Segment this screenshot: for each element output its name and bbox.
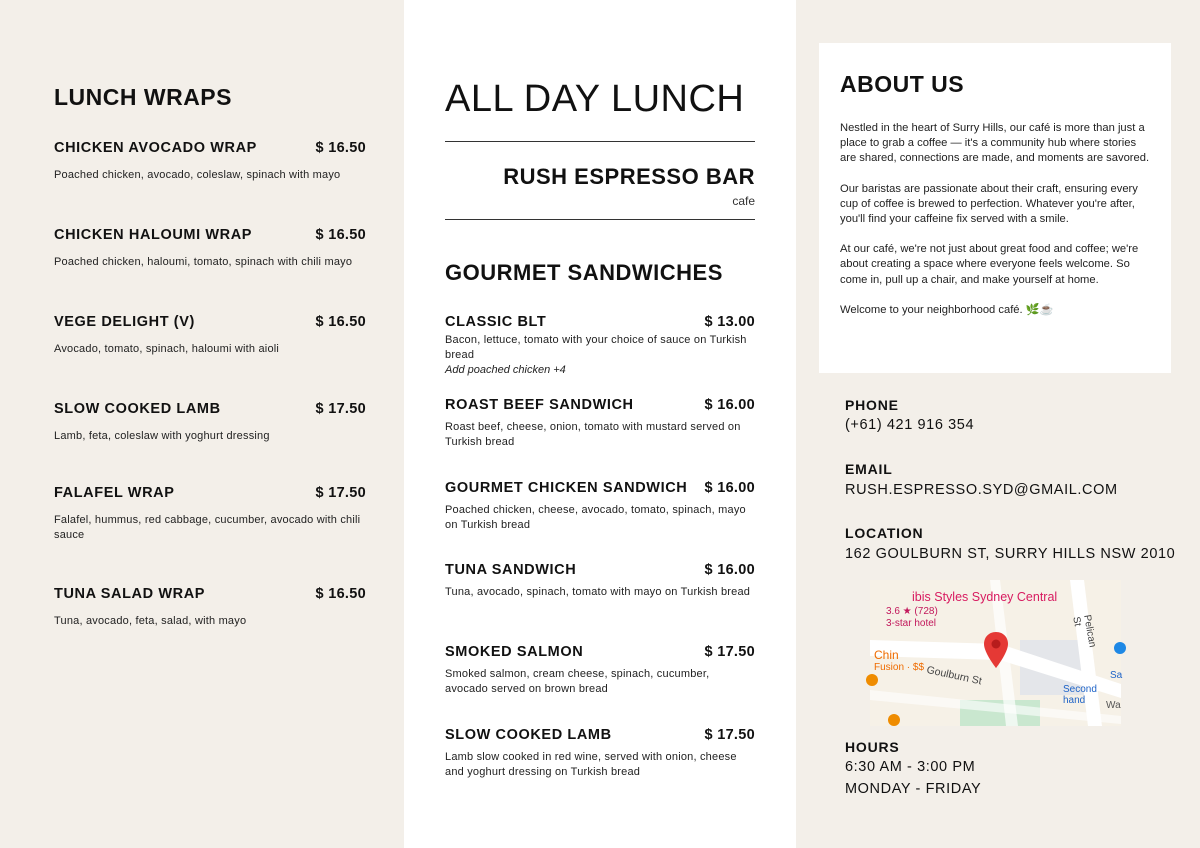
map-partial-label2: Wa: [1106, 700, 1121, 711]
menu-item: [445, 314, 755, 378]
business-name: RUSH ESPRESSO BAR: [503, 164, 755, 189]
item-price: $ 17.50: [704, 644, 755, 660]
item-description: Poached chicken, cheese, avocado, tomato, spinach, mayo on Turkish bread: [445, 504, 746, 531]
divider: [445, 141, 755, 142]
item-name: CHICKEN HALOUMI WRAP: [54, 227, 253, 243]
map-hotel-type: 3-star hotel: [886, 618, 937, 629]
menu-item: [445, 480, 755, 533]
item-price: $ 16.50: [315, 140, 366, 156]
about-paragraph: Nestled in the heart of Surry Hills, our café is more than just a place to grab a coffee — it's a community hub where stories are shared, connections are made, and moments are savored.: [840, 122, 1150, 165]
item-price: $ 17.50: [315, 485, 366, 501]
restaurant-marker-icon: [866, 674, 878, 686]
item-name: SLOW COOKED LAMB: [445, 727, 612, 743]
map-partial-label: Sa: [1110, 670, 1123, 681]
location-label: LOCATION: [845, 525, 924, 541]
item-description: Poached chicken, haloumi, tomato, spinach with chili mayo: [54, 256, 353, 268]
item-price: $ 16.50: [315, 586, 366, 602]
item-description: Roast beef, cheese, onion, tomato with mustard served on Turkish bread: [445, 421, 741, 448]
about-paragraph: Our baristas are passionate about their craft, ensuring every cup of coffee is brewed to perfection. Whatever you're after, you'll find your caffeine fix served with a smile.: [840, 182, 1138, 226]
lunch-wraps-column: [0, 0, 404, 848]
item-note: Add poached chicken +4: [445, 364, 566, 376]
menu-item: [445, 562, 755, 600]
item-name: GOURMET CHICKEN SANDWICH: [445, 480, 688, 496]
email-value[interactable]: RUSH.ESPRESSO.SYD@GMAIL.COM: [845, 482, 1118, 498]
item-name: VEGE DELIGHT (V): [54, 314, 195, 330]
item-description: Lamb slow cooked in red wine, served with onion, cheese and yoghurt dressing on Turkish bread: [445, 751, 737, 778]
phone-label: PHONE: [845, 397, 899, 413]
food-marker-icon: [888, 714, 900, 726]
map-hotel-name: ibis Styles Sydney Central: [912, 590, 1058, 604]
map-street: Goulburn St: [925, 664, 983, 688]
item-name: TUNA SALAD WRAP: [54, 586, 206, 602]
item-description: Bacon, lettuce, tomato with your choice of sauce on Turkish bread: [445, 334, 747, 361]
item-description: Falafel, hummus, red cabbage, cucumber, avocado with chili sauce: [54, 514, 361, 541]
item-name: CLASSIC BLT: [445, 314, 547, 330]
about-contact-column: [796, 0, 1200, 848]
lunch-wraps-title: LUNCH WRAPS: [54, 84, 232, 110]
menu-item: [54, 401, 366, 444]
about-paragraph: Welcome to your neighborhood café. 🌿☕: [840, 303, 1054, 316]
divider: [445, 219, 755, 220]
map-street2: Pelican St: [1070, 614, 1098, 649]
item-name: SLOW COOKED LAMB: [54, 401, 221, 417]
item-price: $ 17.50: [704, 727, 755, 743]
item-price: $ 16.00: [704, 397, 755, 413]
business-subtitle: cafe: [732, 194, 755, 208]
item-description: Poached chicken, avocado, coleslaw, spinach with mayo: [54, 169, 341, 181]
all-day-lunch-column: [404, 0, 796, 848]
item-name: CHICKEN AVOCADO WRAP: [54, 140, 257, 156]
item-description: Avocado, tomato, spinach, haloumi with aioli: [54, 343, 280, 355]
item-description: Tuna, avocado, feta, salad, with mayo: [54, 615, 247, 627]
item-price: $ 13.00: [704, 314, 755, 330]
item-price: $ 16.00: [704, 480, 755, 496]
about-us-box: [819, 43, 1171, 373]
item-price: $ 16.00: [704, 562, 755, 578]
menu-item: [54, 485, 366, 543]
about-paragraph: At our café, we're not just about great food and coffee; we're about creating a space where everyone feels welcome. So come in, pull up a chair, and make yourself at home.: [840, 243, 1139, 286]
location-value: 162 GOULBURN ST, SURRY HILLS NSW 2010: [845, 546, 1176, 562]
phone-value[interactable]: (+61) 421 916 354: [845, 417, 975, 433]
map-shop: Second hand: [1063, 684, 1097, 706]
menu-item: [445, 727, 755, 780]
menu-item: [54, 586, 366, 629]
item-price: $ 16.50: [315, 227, 366, 243]
item-name: FALAFEL WRAP: [54, 485, 175, 501]
menu-title: ALL DAY LUNCH: [445, 78, 745, 120]
email-label: EMAIL: [845, 461, 893, 477]
item-price: $ 16.50: [315, 314, 366, 330]
menu-item: [54, 314, 366, 357]
map-restaurant-sub: Fusion · $$: [874, 662, 925, 673]
item-name: TUNA SANDWICH: [445, 562, 577, 578]
map-pin-icon: [984, 632, 1008, 668]
menu-item: [445, 397, 755, 450]
shop-marker-icon: [1114, 642, 1126, 654]
item-description: Tuna, avocado, spinach, tomato with mayo on Turkish bread: [445, 586, 751, 598]
item-description: Smoked salmon, cream cheese, spinach, cucumber, avocado served on brown bread: [445, 668, 710, 695]
item-name: SMOKED SALMON: [445, 644, 584, 660]
item-price: $ 17.50: [315, 401, 366, 417]
gourmet-sandwiches-title: GOURMET SANDWICHES: [445, 260, 723, 285]
map-restaurant: Chin: [874, 648, 899, 662]
location-map[interactable]: [870, 580, 1121, 726]
hours-time: 6:30 AM - 3:00 PM: [845, 759, 976, 775]
map-hotel-rating: 3.6 ★ (728): [886, 606, 938, 617]
menu-item: [445, 644, 755, 697]
hours-days: MONDAY - FRIDAY: [845, 781, 982, 797]
menu-item: [54, 227, 366, 270]
item-name: ROAST BEEF SANDWICH: [445, 397, 634, 413]
about-us-title: ABOUT US: [840, 71, 965, 97]
hours-label: HOURS: [845, 739, 900, 755]
menu-item: [54, 140, 366, 183]
item-description: Lamb, feta, coleslaw with yoghurt dressing: [54, 430, 270, 442]
